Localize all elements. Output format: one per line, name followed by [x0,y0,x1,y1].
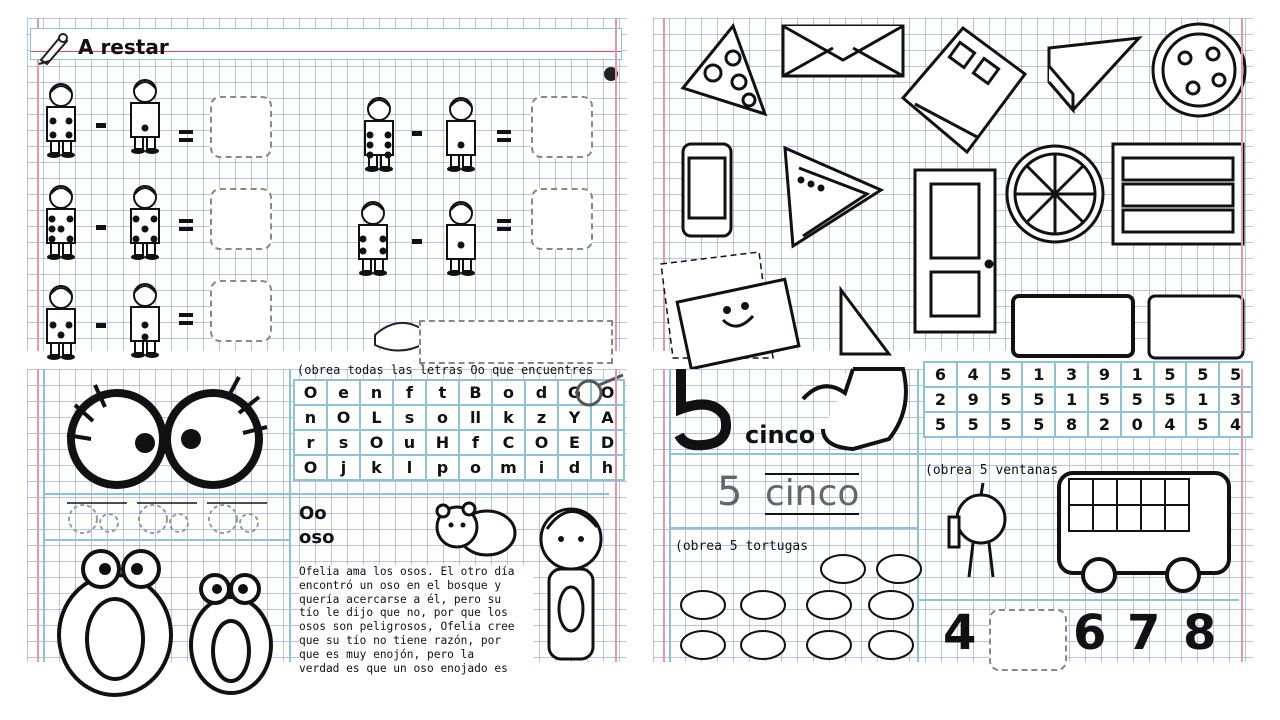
bus-and-apple [931,465,1241,595]
grid-cell[interactable]: l [393,455,426,480]
exercise-3 [47,284,193,360]
grid-cell[interactable]: O [591,380,624,405]
exercise-4 [365,98,511,172]
grid-cell[interactable]: D [591,430,624,455]
answer-box-4[interactable] [531,96,593,158]
grid-cell[interactable]: 1 [1121,362,1154,387]
grid-cell[interactable]: E [558,430,591,455]
grid-cell[interactable]: 3 [1055,362,1088,387]
tracing-oo [67,499,287,535]
cut-area [419,320,613,364]
grid-cell[interactable]: 6 [924,362,957,387]
story-line: quería acercarse a él, pero su [299,592,502,606]
envelope-icon [783,26,903,76]
sequence-number: 8 [1183,605,1217,661]
grid-cell[interactable]: A [591,405,624,430]
grid-cell[interactable]: 2 [924,387,957,412]
sequence-number: 7 [1127,605,1161,661]
door-icon [915,170,995,332]
exercise-5 [359,202,511,276]
heading-oso: oso [299,527,335,548]
word-cinco: cinco [745,421,816,449]
answer-box-2[interactable] [210,188,272,250]
story-line: verdad es que un oso enojado es [299,661,508,675]
grid-cell[interactable]: L [360,405,393,430]
grid-cell[interactable]: O [294,455,327,480]
grid-cell[interactable]: n [294,405,327,430]
grid-cell[interactable]: d [525,380,558,405]
grid-cell[interactable]: e [327,380,360,405]
grid-cell[interactable]: O [294,380,327,405]
sequence-number: 6 [1073,605,1107,661]
grid-cell[interactable]: m [492,455,525,480]
story-line: que es muy enojón, pero la [299,647,475,661]
grid-cell[interactable]: n [360,380,393,405]
grid-row [294,455,624,480]
number-five-outline [673,369,739,451]
dresser-icon [1113,144,1243,244]
sequence-answer-box[interactable] [989,609,1067,671]
worksheet-number-five [653,365,1253,662]
grid-cell[interactable]: o [459,455,492,480]
turtles-instruction: (obrea 5 tortugas [675,539,809,554]
grid-cell[interactable]: 5 [1186,362,1219,387]
grid-cell[interactable]: f [459,430,492,455]
grid-cell[interactable]: 5 [990,362,1023,387]
grid-cell[interactable]: 5 [1088,387,1121,412]
grid-cell[interactable]: 5 [1219,362,1252,387]
triangle-ruler-icon [841,290,889,354]
girl-character [527,499,613,662]
grid-cell[interactable]: ll [459,405,492,430]
frog-characters [45,545,289,662]
answer-box-1[interactable] [210,96,272,158]
sequence-number: 4 [943,605,977,661]
grid-cell[interactable]: u [393,430,426,455]
grid-cell[interactable]: 3 [1219,387,1252,412]
story-text [299,565,533,675]
grid-cell[interactable]: 8 [1055,412,1088,437]
grid-cell[interactable]: 5 [1022,412,1055,437]
grid-cell[interactable]: G [558,380,591,405]
grid-cell[interactable]: 5 [957,412,990,437]
grid-row [924,362,1252,387]
grid-cell[interactable]: s [393,405,426,430]
grid-cell[interactable]: 5 [1154,362,1187,387]
grid-cell[interactable]: 1 [1022,362,1055,387]
grid-cell[interactable]: d [558,455,591,480]
grid-cell[interactable]: 5 [990,387,1023,412]
grid-cell[interactable]: s [327,430,360,455]
grid-cell[interactable]: p [426,455,459,480]
grid-cell[interactable]: H [426,430,459,455]
pizza-icon [1153,24,1245,116]
bear-icon [429,499,519,561]
hand-icon [793,369,917,453]
rectangle-character-icon [661,252,799,369]
grid-cell[interactable]: 5 [1186,412,1219,437]
worksheet-subtraction [27,18,627,351]
grid-cell[interactable]: r [294,430,327,455]
grid-cell[interactable]: Y [558,405,591,430]
grid-cell[interactable]: z [525,405,558,430]
grid-cell[interactable]: 0 [1121,412,1154,437]
phone-icon [683,144,731,236]
grid-cell[interactable]: 5 [990,412,1023,437]
grid-cell[interactable]: o [492,380,525,405]
story-line: tío le dijo que no, por que los [299,606,508,620]
cheese-wedge-icon [1049,38,1139,110]
eyes-illustration [57,377,277,493]
pizza-slice-icon [683,26,765,114]
grid-cell[interactable]: O [327,405,360,430]
grid-cell[interactable]: 1 [1055,387,1088,412]
windows-instruction: (obrea 5 ventanas [925,463,1059,478]
grid-cell[interactable]: o [426,405,459,430]
exercise-1 [47,80,193,158]
watermelon-slice-icon [785,148,881,246]
story-line: osos son peligrosos, Ofelia cree [299,620,515,634]
grid-cell[interactable]: 5 [1154,387,1187,412]
story-line: encontró un oso en el bosque y [299,578,502,592]
grid-row [294,430,624,455]
grid-row [294,405,624,430]
answer-box-5[interactable] [531,188,593,250]
grid-cell[interactable]: 5 [924,412,957,437]
answer-box-3[interactable] [210,280,272,342]
cracker-icon [1149,296,1243,358]
grid-cell[interactable]: j [327,455,360,480]
grid-cell[interactable]: 4 [957,362,990,387]
trace-number: 5 [717,469,743,515]
grid-cell[interactable]: t [426,380,459,405]
magnifier-icon [571,373,627,407]
grid-cell[interactable]: i [525,455,558,480]
grid-cell[interactable]: B [459,380,492,405]
grid-cell[interactable]: k [360,455,393,480]
grid-cell[interactable]: 1 [1186,387,1219,412]
grid-cell[interactable]: 9 [957,387,990,412]
grid-cell[interactable]: 2 [1088,412,1121,437]
grid-cell[interactable]: f [393,380,426,405]
story-line: Ofelia ama los osos. El otro día [299,565,515,578]
grid-cell[interactable]: O [360,430,393,455]
grid-cell[interactable]: 4 [1154,412,1187,437]
story-line: que su tío no tiene razón, por [299,633,502,647]
pencil-icon [35,28,75,66]
worksheet-letter-o [27,363,627,675]
grid-cell[interactable]: C [492,430,525,455]
worksheet-shapes [653,18,1253,351]
orange-slice-icon [1007,146,1103,242]
grid-cell[interactable]: h [591,455,624,480]
turtles-illustration [673,557,915,662]
exercise-2 [47,186,193,260]
grid-cell[interactable]: 5 [1022,387,1055,412]
chocolate-bar-icon [903,28,1025,152]
grid-cell[interactable]: 4 [1219,412,1252,437]
screen-icon [1013,296,1133,356]
number-grid [923,361,1253,438]
heading-oo: Oo [299,503,327,524]
object-illustrations [653,18,1253,351]
grid-row [924,387,1252,412]
grid-cell[interactable]: O [525,430,558,455]
grid-cell[interactable]: 9 [1088,362,1121,387]
trace-word: cinco [765,473,860,514]
grid-cell[interactable]: k [492,405,525,430]
grid-cell[interactable]: 5 [1121,387,1154,412]
grid-row [924,412,1252,437]
worksheet-title: A restar [78,35,169,59]
word-search-instruction: (obrea todas las letras Oo que encuentres [297,363,594,377]
